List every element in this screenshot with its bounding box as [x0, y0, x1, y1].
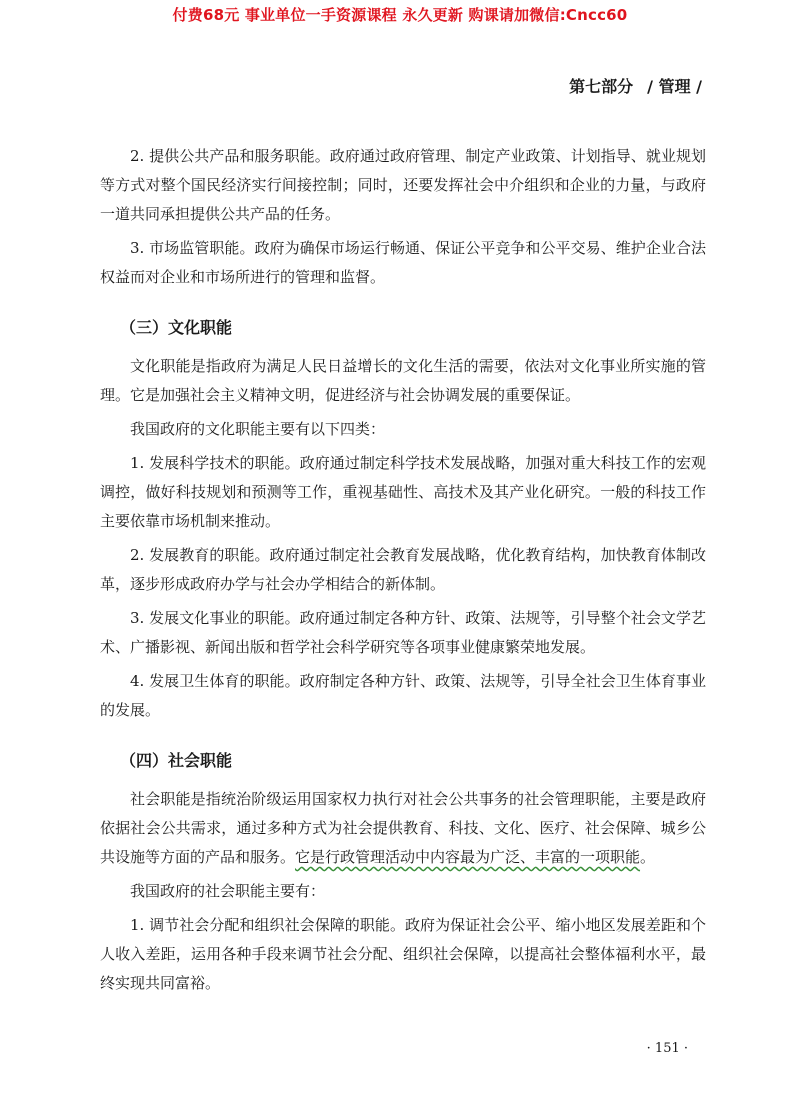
paragraph: 3. 市场监管职能。政府为确保市场运行畅通、保证公平竞争和公平交易、维护企业合法权益而对企业和市场所进行的管理和监督。: [100, 239, 706, 286]
paragraph: 2. 提供公共产品和服务职能。政府通过政府管理、制定产业政策、计划指导、就业规划等方式对整个国民经济实行间接控制；同时，还要发挥社会中介组织和企业的力量，与政府一道共同承担提供公共产品的任务。: [100, 147, 706, 223]
paragraph: 我国政府的文化职能主要有以下四类：: [130, 420, 386, 438]
paragraph: 1. 发展科学技术的职能。政府通过制定科学技术发展战略，加强对重大科技工作的宏观调控，做好科技规划和预测等工作，重视基础性、高技术及其产业化研究。一般的科技工作主要依靠市场机制来推动。: [100, 454, 706, 530]
page-body: [100, 142, 706, 1003]
paragraph: 1. 调节社会分配和组织社会保障的职能。政府为保证社会公平、缩小地区发展差距和个人收入差距，运用各种手段来调节社会分配、组织社会保障，以提高社会整体福利水平，最终实现共同富裕。: [100, 916, 706, 992]
paragraph-social-intro: [100, 785, 706, 872]
paragraph: 我国政府的社会职能主要有：: [130, 882, 326, 900]
paragraph: 3. 发展文化事业的职能。政府通过制定各种方针、政策、法规等，引导整个社会文学艺术、广播影视、新闻出版和哲学社会科学研究等各项事业健康繁荣地发展。: [100, 609, 706, 656]
section-heading-social: （四）社会职能: [120, 751, 233, 770]
paragraph: 4. 发展卫生体育的职能。政府制定各种方针、政策、法规等，引导全社会卫生体育事业的发展。: [100, 672, 706, 719]
running-header: [569, 74, 702, 97]
intro-end: 。: [640, 848, 656, 866]
underlined-sentence: 它是行政管理活动中内容最为广泛、丰富的一项职能: [295, 848, 641, 866]
watermark-banner: 付费68元 事业单位一手资源课程 永久更新 购课请加微信:Cncc60: [172, 6, 628, 24]
section-heading-culture: （三）文化职能: [120, 318, 233, 337]
header-part: 第七部分: [569, 77, 634, 96]
header-section: / 管理 /: [647, 77, 702, 96]
paragraph: 2. 发展教育的职能。政府通过制定社会教育发展战略，优化教育结构，加快教育体制改革，逐步形成政府办学与社会办学相结合的新体制。: [100, 546, 706, 593]
paragraph: 文化职能是指政府为满足人民日益增长的文化生活的需要，依法对文化事业所实施的管理。它是加强社会主义精神文明，促进经济与社会协调发展的重要保证。: [100, 357, 706, 404]
intro-text: 社会职能是指统治阶级运用国家权力执行对社会公共事务的社会管理职能，主要是政府依据社会公共需求，通过多种方式为社会提供教育、科技、文化、医疗、社会保障、城乡公共设施等方面的产品和服务。: [100, 790, 706, 866]
page-number: · 151 ·: [646, 1041, 688, 1056]
